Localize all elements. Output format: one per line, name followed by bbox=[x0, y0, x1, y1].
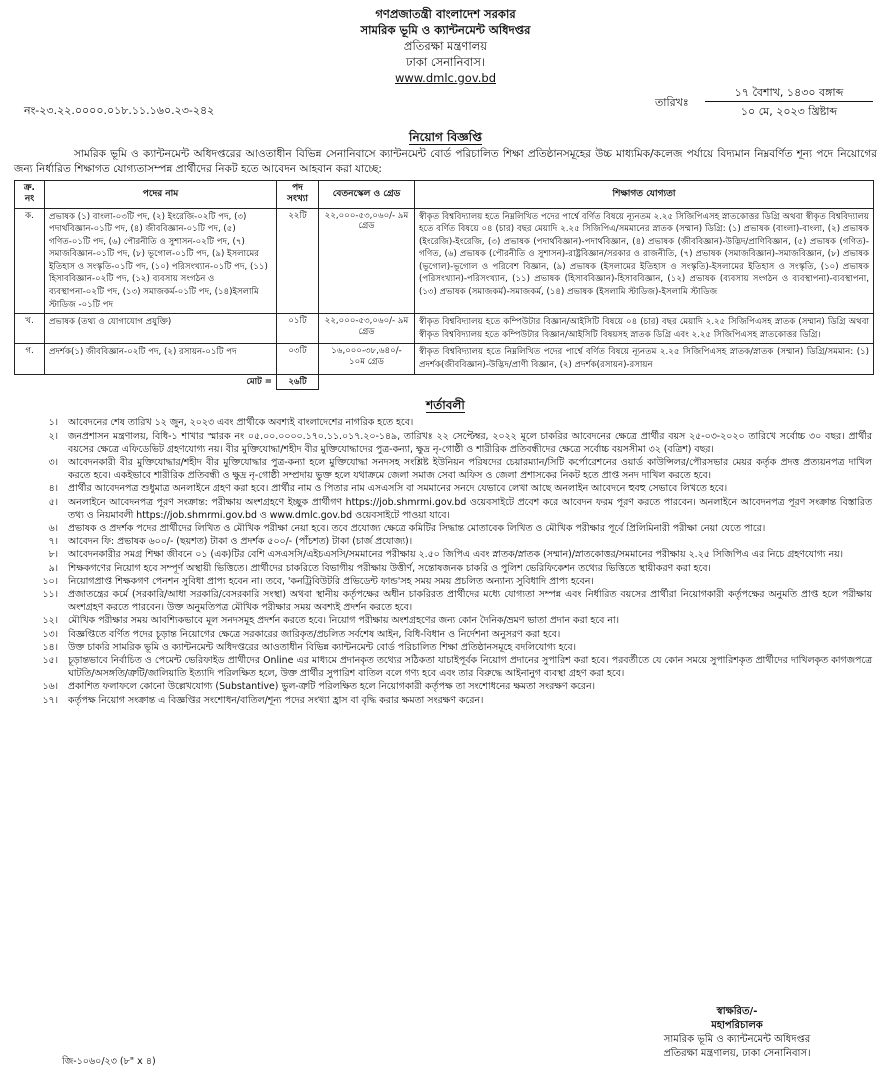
condition-number: ৫। bbox=[48, 496, 58, 508]
table-row bbox=[15, 314, 874, 344]
signatory-office: সামরিক ভূমি ও ক্যান্টনমেন্ট অধিদপ্তর bbox=[663, 1034, 811, 1045]
condition-item bbox=[14, 628, 872, 641]
condition-item bbox=[14, 416, 872, 429]
row-serial: খ. bbox=[15, 314, 45, 344]
col-header-serial: ক্র. নং bbox=[15, 181, 45, 209]
condition-text: আবেদনকারী বীর মুক্তিযোদ্ধার/শহীদ বীর মুক্তিযোদ্ধার পুত্র-কন্যা হলে মুক্তিযোদ্ধা সনদসহ সংশ্লিষ্ট ইউনিয়ন পরিষদের চেয়ারম্যান/সিটি কর্পোরেশনের ওয়ার্ড কাউন্সিলর/পৌরসভার মেয়র কর্তৃক প্রদত্ত প্রত্যয়নপত্র দাখিল করতে হবে। একইভাবে শারীরিক প্রতিবন্ধী ও ক্ষুদ্র নৃ-গোষ্ঠী সম্প্রদায় ভুক্ত হলে যথাক্রমে জেলা সমাজ সেবা অফিস ও জেলা প্রশাসকের নিকট হতে প্রাপ্ত সনদ দাখিল করতে হবে। bbox=[68, 456, 872, 482]
condition-number: ১৩। bbox=[42, 628, 58, 640]
row-qualification: স্বীকৃত বিশ্ববিদ্যালয় হতে কম্পিউটার বিজ্ঞান/আইসিটি বিষয়ে ০৪ (চার) বছর মেয়াদি ২.২৫ সিজিপিএসহ স্নাতক (সম্মান) ডিগ্রি অথবা স্বীকৃত বিশ্ববিদ্যালয় হতে কম্পিউটার বিজ্ঞান/আইসিটি বিষয়সহ স্নাতক ডিগ্রি এবং ২.২৫ সিজিপিএসহ স্নাতকোত্তর ডিগ্রি। bbox=[415, 314, 874, 344]
location: ঢাকা সেনানিবাস। bbox=[406, 55, 485, 69]
row-count: ২২টি bbox=[277, 208, 319, 314]
condition-item bbox=[14, 496, 872, 522]
condition-number: ১। bbox=[48, 417, 58, 429]
reference-date-row bbox=[8, 86, 883, 124]
condition-text: বিজ্ঞপ্তিতে বর্ণিত পদের চূড়ান্ত নিয়োগের ক্ষেত্রে সরকারের জারিকৃত/প্রচলিত সর্বশেষ আইন, বিধি-বিধান ও নির্দেশনা অনুসরণ করা হবে। bbox=[68, 628, 561, 640]
signatory-designation: মহাপরিচালক bbox=[711, 1020, 763, 1031]
row-scale: ২২,০০০-৫৩,০৬০/- ৯ম গ্রেড bbox=[319, 208, 415, 314]
col-header-qualification: শিক্ষাগত যোগ্যতা bbox=[415, 181, 874, 209]
condition-number: ৮। bbox=[48, 549, 58, 561]
condition-number: ১৫। bbox=[42, 655, 58, 667]
condition-text: আবেদনকারীর সমগ্র শিক্ষা জীবনে ০১ (এক)টির বেশি এসএসসি/এইচএসসি/সমমানের পরীক্ষায় ২.৫০ জিপিএ এবং স্নাতক/স্নাতক (সম্মান)/স্নাতকোত্তর/সমমানের পরীক্ষায় ২.২৫ সিজিপিএ এর নিচে গ্রহণযোগ্য নয়। bbox=[68, 549, 844, 561]
intro-paragraph: সামরিক ভূমি ও ক্যান্টনমেন্ট অধিদপ্তরের আওতাধীন বিভিন্ন সেনানিবাসে ক্যান্টনমেন্ট বোর্ড পরিচালিত শিক্ষা প্রতিষ্ঠানসমূহের উচ্চ মাধ্যমিক/কলেজ পর্যায়ে বিদ্যমান নিম্নবর্ণিত শূন্য পদে নিয়োগের জন্য নির্ধারিত শিক্ষাগত যোগ্যতাসম্পন্ন প্রার্থীদের নিকট হতে আবেদন আহবান করা যাচ্ছে: bbox=[14, 148, 877, 175]
total-value: ২৬টি bbox=[277, 374, 319, 390]
condition-item bbox=[14, 588, 872, 614]
condition-text: আবেদন ফি: প্রভাষক ৬০০/- (ছয়শত) টাকা ও প্রদর্শক ৫০০/- (পাঁচশত) টাকা (চার্জ প্রযোজ্য)। bbox=[68, 536, 413, 548]
col-header-count: পদ সংখ্যা bbox=[277, 181, 319, 209]
signature-block bbox=[617, 1005, 857, 1061]
condition-text: চূড়ান্তভাবে নির্বাচিত ও পেমেন্ট ভেরিফাইড প্রার্থীদের Online এর মাধ্যমে প্রদানকৃত তথ্যের সঠিকতা যাচাইপূর্বক নিয়োগ প্রদানের সুপারিশ করা হবে। পরবর্তীতে যে কোন সময়ে সুপারিশকৃত প্রার্থীদের দাখিলকৃত কাগজপত্রে ঘাটতি/অসঙ্গতি/ত্রুটি/জালিয়াতি ইত্যাদি পরিলক্ষিত হলে, উক্ত প্রার্থীর সুপারিশ বাতিল বলে গণ্য হবে এবং তার বিরুদ্ধে আইনানুগ ব্যবস্থা গ্রহণ করা হবে। bbox=[68, 655, 872, 680]
condition-number: ৬। bbox=[48, 522, 58, 534]
row-scale: ২২,০০০-৫৩,০৬০/- ৯ম গ্রেড bbox=[319, 314, 415, 344]
row-post: প্রভাষক (১) বাংলা-০৩টি পদ, (২) ইংরেজি-০২টি পদ, (৩) পদার্থবিজ্ঞান-০১টি পদ, (৪) জীববিজ্ঞান-০১টি পদ, (৫) গণিত-০১টি পদ, (৬) পৌরনীতি ও সুশাসন-০২টি পদ, (৭) সমাজবিজ্ঞান-০১টি পদ, (৮) ভূগোল-০১টি পদ, (৯) ইসলামের ইতিহাস ও সংস্কৃতি-০১টি পদ, (১০) পরিসংখ্যান-০১টি পদ, (১১) হিসাববিজ্ঞান-০২টি পদ, (১২) ব্যবসায় সংগঠন ও ব্যবস্থাপনা-০২টি পদ, (১৩) সমাজকর্ম-০১টি পদ, (১৪)ইসলামি স্টাডিজ -০১টি পদ bbox=[45, 208, 277, 314]
condition-item bbox=[14, 575, 872, 588]
condition-text: মৌখিক পরীক্ষার সময় আবশ্যিকভাবে মূল সনদসমূহ প্রদর্শন করতে হবে। নিয়োগ পরীক্ষায় অংশগ্রহণের জন্য কোন দৈনিক/ভ্রমণ ভাতা প্রদান করা হবে না। bbox=[68, 615, 619, 627]
row-post: প্রভাষক (তথ্য ও যোগাযোগ প্রযুক্তি) bbox=[45, 314, 277, 344]
condition-item bbox=[14, 641, 872, 654]
condition-item bbox=[14, 482, 872, 495]
notice-page bbox=[8, 6, 883, 707]
condition-number: ৭। bbox=[48, 536, 58, 548]
row-post: প্রদর্শক(১) জীববিজ্ঞান-০২টি পদ, (২) রসায়ন-০১টি পদ bbox=[45, 344, 277, 374]
condition-item bbox=[14, 562, 872, 575]
date-bangla: ১৭ বৈশাখ, ১৪৩০ বঙ্গাব্দ bbox=[705, 86, 873, 102]
footer bbox=[8, 1000, 883, 1080]
condition-item bbox=[14, 522, 872, 535]
ministry-name: প্রতিরক্ষা মন্ত্রণালয় bbox=[403, 39, 488, 53]
condition-text: আবেদনের শেষ তারিখ ১২ জুন, ২০২৩ এবং প্রার্থীকে অবশ্যই বাংলাদেশের নাগরিক হতে হবে। bbox=[68, 417, 414, 429]
condition-number: ১২। bbox=[42, 615, 58, 627]
row-serial: ক. bbox=[15, 208, 45, 314]
notice-title: নিয়োগ বিজ্ঞপ্তি bbox=[409, 130, 482, 144]
condition-item bbox=[14, 548, 872, 561]
condition-text: প্রার্থীর আবেদনপত্র শুধুমাত্র অনলাইনে গ্রহণ করা হবে। প্রার্থীর নাম ও পিতার নাম এসএসসি বা সমমানের সনদে যেভাবে লেখা আছে অনলাইন আবেদনে হুবহু সেভাবে লিখতে হবে। bbox=[68, 483, 728, 495]
condition-number: ৪। bbox=[48, 483, 58, 495]
condition-item bbox=[14, 456, 872, 482]
col-header-scale: বেতনস্কেল ও গ্রেড bbox=[319, 181, 415, 209]
condition-number: ২। bbox=[48, 430, 58, 442]
row-serial: গ. bbox=[15, 344, 45, 374]
condition-item bbox=[14, 614, 872, 627]
govt-name: গণপ্রজাতন্ত্রী বাংলাদেশ সরকার bbox=[375, 7, 516, 21]
condition-item bbox=[14, 535, 872, 548]
condition-number: ১৬। bbox=[42, 681, 58, 693]
department-name: সামরিক ভূমি ও ক্যান্টনমেন্ট অধিদপ্তর bbox=[360, 23, 531, 37]
letterhead bbox=[8, 6, 883, 86]
total-empty bbox=[319, 374, 874, 390]
row-qualification: স্বীকৃত বিশ্ববিদ্যালয় হতে নিম্নলিখিত পদের পার্শ্বে বর্ণিত বিষয়ে ন্যূনতম ২.২৫ সিজিপিএসহ স্নাতক/স্নাতক (সম্মান) ডিগ্রি/সমমান: (১) প্রদর্শক(জীববিজ্ঞান)-উদ্ভিদ/প্রাণী বিজ্ঞান, (২) প্রদর্শক(রসায়ন)-রসায়ন bbox=[415, 344, 874, 374]
memo-number: নং-২৩.২২.০০০০.০১৮.১১.১৬০.২৩-২৪২ bbox=[24, 104, 215, 117]
condition-text: প্রভাষক ও প্রদর্শক পদের প্রার্থীদের লিখিত ও মৌখিক পরীক্ষা নেয়া হবে। তবে প্রযোজ্য ক্ষেত্রে কমিটির সিদ্ধান্ত মোতাবেক লিখিত ও মৌখিক পরীক্ষার পূর্বে প্রিলিমিনারী পরীক্ষা নেয়া যেতে পারে। bbox=[68, 522, 766, 534]
condition-number: ১৭। bbox=[42, 694, 58, 706]
condition-item bbox=[14, 694, 872, 707]
condition-text: কর্তৃপক্ষ নিয়োগ সংক্রান্ত এ বিজ্ঞপ্তির সংশোধন/বাতিল/শূন্য পদের সংখ্যা হ্রাস বা বৃদ্ধি করার ক্ষমতা সংরক্ষণ করেন। bbox=[68, 694, 484, 706]
row-scale: ১৬,০০০-৩৮,৬৪০/- ১০ম গ্রেড bbox=[319, 344, 415, 374]
table-total-row bbox=[15, 374, 874, 390]
condition-text: প্রকাশিত ফলাফলে কোনো উল্লেখযোগ্য (Substantive) ভুল-ত্রুটি পরিলক্ষিত হলে নিয়োগকারী কর্তৃপক্ষ তা সংশোধনের ক্ষমতা সংরক্ষণ করেন। bbox=[68, 681, 595, 693]
col-header-post: পদের নাম bbox=[45, 181, 277, 209]
website-link[interactable]: www.dmlc.gov.bd bbox=[395, 71, 496, 85]
condition-text: শিক্ষকগণের নিয়োগ হবে সম্পূর্ণ অস্থায়ী ভিত্তিতে। প্রার্থীদের চাকরিতে বিভাগীয় পরীক্ষায় উত্তীর্ণ, সন্তোষজনক চাকরি ও পুলিশ ভেরিফিকেশন তথ্যের ভিত্তিতে স্থায়ীকরণ করা হবে। bbox=[68, 562, 711, 574]
condition-text: প্রজাতন্ত্রের কর্মে (সরকারি/আধা সরকারি/বেসরকারি সংস্থা) অথবা স্থানীয় কর্তৃপক্ষের অধীন চাকরিরত প্রার্থীদের মধ্যে যোগ্যতা সম্পন্ন এবং নির্ধারিত বয়সের প্রার্থীরা নিয়োগকারী কর্তৃপক্ষের অনুমতি প্রাপ্ত হলে পরীক্ষায় অংশগ্রহণ করতে পারবেন। উক্ত অনুমতিপত্র মৌখিক পরীক্ষার সময় অবশ্যই প্রদর্শন করতে হবে। bbox=[68, 589, 872, 614]
condition-text: অনলাইনে আবেদনপত্র পূরণ সংক্রান্ত: পরীক্ষায় অংশগ্রহণে ইচ্ছুক প্রার্থীগণ https://job.shmrmi.gov.bd ওয়েবসাইটে প্রবেশ করে আবেদন ফরম পূরণ করতে পারবেন। অনলাইনে আবেদনপত্র পূরণ সংক্রান্ত বিস্তারিত তথ্য ও নিয়মাবলী https://job.shmrmi.gov.bd ও www.dmlc.gov.bd ওয়েবসাইটে পাওয়া যাবে। bbox=[68, 496, 872, 521]
total-label: মোট = bbox=[15, 374, 277, 390]
table-row bbox=[15, 208, 874, 314]
conditions-list bbox=[14, 416, 872, 706]
row-qualification: স্বীকৃত বিশ্ববিদ্যালয় হতে নিম্নলিখিত পদের পার্শ্বে বর্ণিত বিষয়ে ন্যূনতম ২.২৫ সিজিপিএসহ স্নাতকোত্তর ডিগ্রি অথবা স্বীকৃত বিশ্ববিদ্যালয় হতে বর্ণিত বিষয়ে ০৪ (চার) বছর মেয়াদি ২.২৫ সিজিপিএ/সমমানের স্নাতক (সম্মান) ডিগ্রি: (১) প্রভাষক (বাংলা)-বাংলা, (২) প্রভাষক (ইংরেজি)-ইংরেজি, (৩) প্রভাষক (পদার্থবিজ্ঞান)-পদার্থবিজ্ঞান, (৪) প্রভাষক (জীববিজ্ঞান)-উদ্ভিদ/প্রাণিবিজ্ঞান, (৫) প্রভাষক (গণিত)-গণিত, (৬) প্রভাষক (পৌরনীতি ও সুশাসন)-রাষ্ট্রবিজ্ঞান/সরকার ও রাজনীতি, (৭) প্রভাষক (সমাজবিজ্ঞান)-সমাজবিজ্ঞান, (৮) প্রভাষক (ভূগোল)-ভূগোল ও পরিবেশ বিজ্ঞান, (৯) প্রভাষক (ইসলামের ইতিহাস ও সংস্কৃতি)-ইসলামের ইতিহাস ও সংস্কৃতি, (১০) প্রভাষক (পরিসংখ্যান)-পরিসংখ্যান, (১১) প্রভাষক (হিসাববিজ্ঞান)-হিসাববিজ্ঞান, (১২) প্রভাষক (ব্যবসায় সংগঠন ও ব্যবস্থাপনা)-ব্যবস্থাপনা, (১৩) প্রভাষক (সমাজকর্ম)-সমাজকর্ম, (১৪) প্রভাষক (ইসলামি স্টাডিজ)-ইসলামি স্টাডিজ bbox=[415, 208, 874, 314]
table-row bbox=[15, 344, 874, 374]
signatory-ministry: প্রতিরক্ষা মন্ত্রণালয়, ঢাকা সেনানিবাস। bbox=[663, 1048, 811, 1059]
condition-text: জনপ্রশাসন মন্ত্রণালয়, বিধি-১ শাখার স্মারক নং ০৫.০০.০০০০.১৭০.১১.০১৭.২০-১৪৯, তারিখঃ ২২ সেপ্টেম্বর, ২০২২ মূলে চাকরির আবেদনের ক্ষেত্রে প্রার্থীর বয়স ২৫-০৩-২০২০ তারিখে সর্বোচ্চ ৩০ বছর। প্রার্থীর বয়সের ক্ষেত্রে এফিডেভিট গ্রহণযোগ্য নয়। বীর মুক্তিযোদ্ধা/শহীদ বীর মুক্তিযোদ্ধাদের পুত্র-কন্যা, ক্ষুদ্র নৃ-গোষ্ঠী ও শারীরিক প্রতিবন্ধীদের ক্ষেত্রে সর্বোচ্চ বয়সসীমা ৩২ (বত্রিশ) বছর। bbox=[68, 430, 872, 455]
conditions-title: শর্তাবলী bbox=[426, 398, 465, 413]
vacancy-table bbox=[14, 180, 874, 390]
condition-number: ৩। bbox=[48, 456, 58, 468]
condition-item bbox=[14, 680, 872, 693]
row-count: ০১টি bbox=[277, 314, 319, 344]
condition-number: ১১। bbox=[42, 589, 58, 600]
signed-mark: স্বাক্ষরিত/- bbox=[716, 1006, 758, 1017]
condition-text: নিয়োগপ্রাপ্ত শিক্ষকগণ পেনশন সুবিধা প্রাপ্য হবেন না। তবে, 'কনট্রিবিউটরি প্রভিডেন্ট ফান্ড'সহ সময় সময় প্রচলিত অন্যান্য সুবিধাদি প্রাপ্য হবেন। bbox=[68, 575, 594, 587]
condition-number: ১০। bbox=[42, 575, 58, 587]
condition-text: উক্ত চাকরি সামরিক ভূমি ও ক্যান্টনমেন্ট অধিদপ্তরের আওতাধীন বিভিন্ন ক্যান্টনমেন্ট বোর্ড পরিচালিত শিক্ষা প্রতিষ্ঠানসমূহে বদলিযোগ্য হবে। bbox=[68, 641, 576, 653]
condition-item bbox=[14, 430, 872, 456]
gd-code: জি-১০৬০/২৩ (৮" x ৪) bbox=[62, 1056, 156, 1067]
date-english: ১০ মে, ২০২৩ খ্রিষ্টাব্দ bbox=[740, 105, 838, 118]
date-label: তারিখঃ bbox=[655, 96, 689, 109]
table-header-row bbox=[15, 181, 874, 209]
condition-item bbox=[14, 654, 872, 680]
condition-number: ৯। bbox=[48, 562, 58, 574]
row-count: ০৩টি bbox=[277, 344, 319, 374]
condition-number: ১৪। bbox=[42, 641, 58, 653]
